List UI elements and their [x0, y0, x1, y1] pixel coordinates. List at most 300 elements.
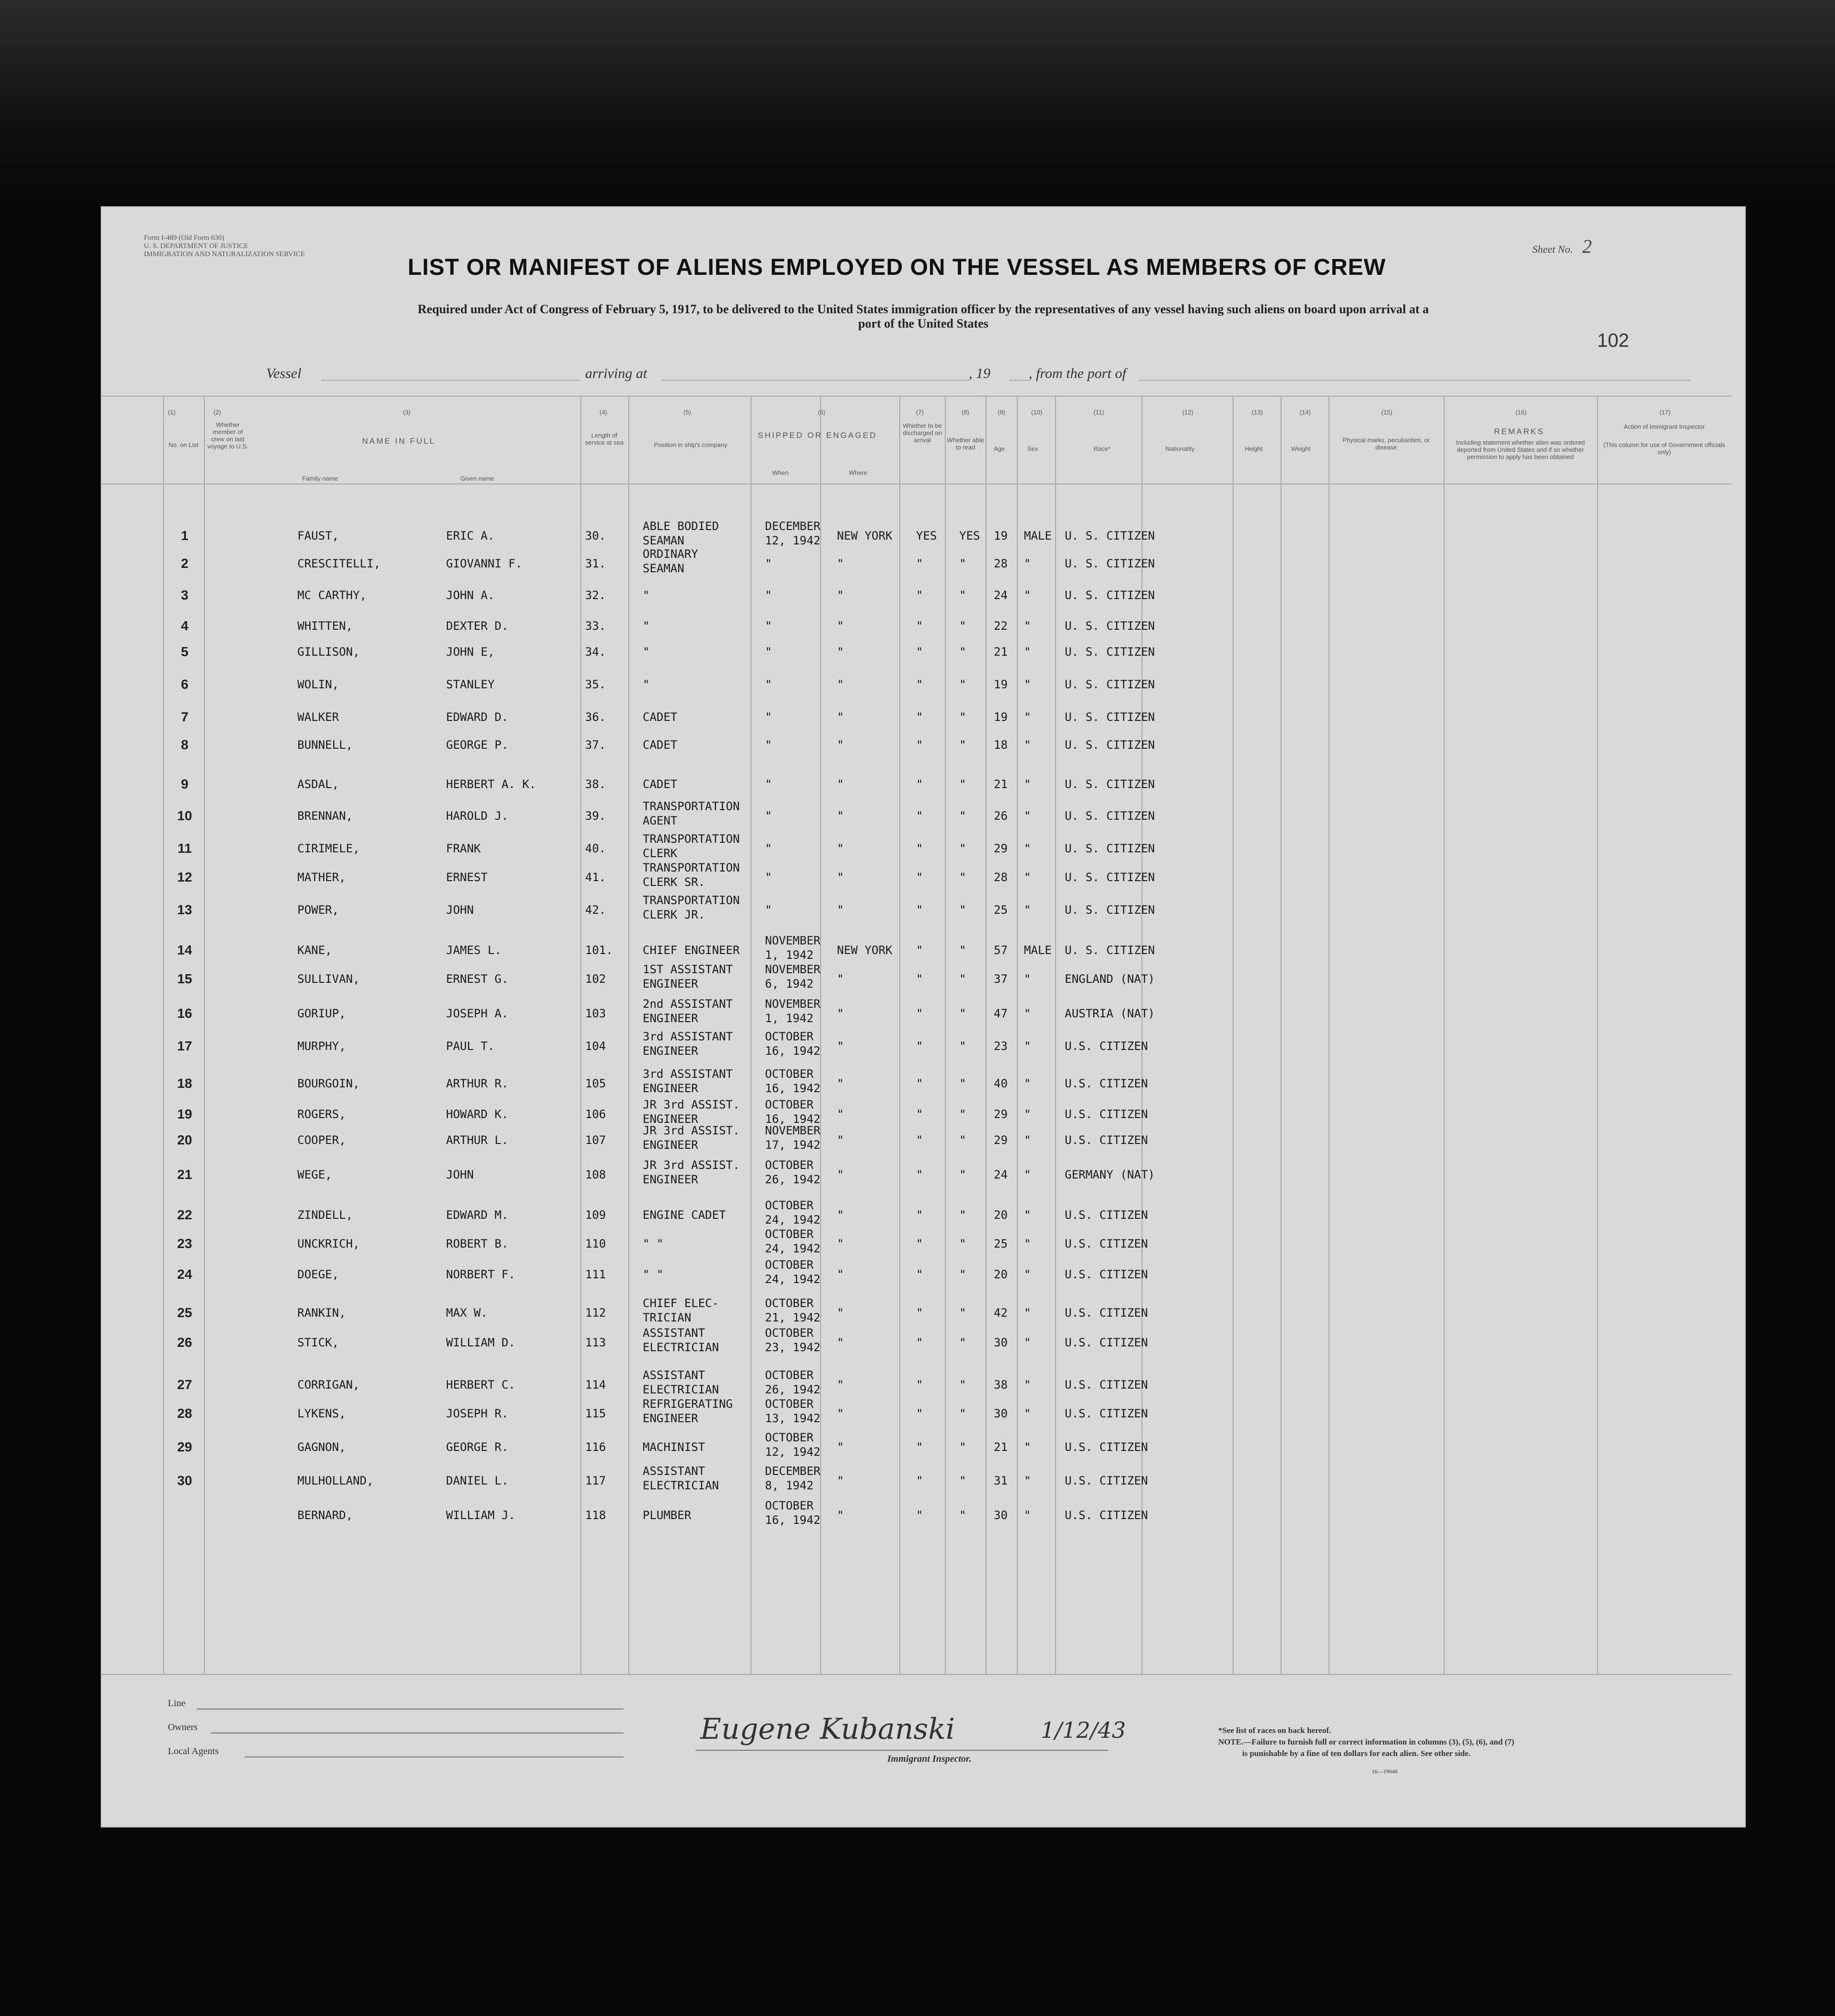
cell-sex: ": [1024, 645, 1031, 659]
cell-sex: ": [1024, 1336, 1031, 1349]
row-number: 27: [177, 1377, 192, 1392]
cell-age: 28: [994, 871, 1008, 884]
cell-line: OCTOBER: [765, 1158, 814, 1172]
row-number: 3: [181, 588, 188, 602]
row-number: 1: [181, 528, 188, 543]
cell-discharged: ": [916, 738, 923, 752]
cell-family: RANKIN,: [297, 1306, 346, 1320]
cell-position: " ": [643, 1237, 664, 1250]
cell-where: NEW YORK: [837, 529, 893, 542]
vessel-label: Vessel: [266, 365, 302, 381]
cell-line: ASSISTANT: [643, 1368, 706, 1382]
header-family-name: Family name: [302, 475, 338, 482]
cell-line: ENGINEER: [643, 1138, 698, 1152]
sheet-number-block: [1532, 235, 1592, 258]
cell-sex: MALE: [1024, 529, 1052, 542]
cell-nationality: U.S. CITIZEN: [1065, 1407, 1148, 1420]
cell-line: JR 3rd ASSIST.: [643, 1098, 740, 1111]
cell-service: 102: [585, 972, 606, 986]
cell-service: 115: [585, 1407, 606, 1420]
header-given-name: Given name: [460, 475, 494, 482]
cell-read: ": [959, 778, 966, 791]
cell-line: OCTOBER: [765, 1067, 814, 1081]
cell-read: ": [959, 1007, 966, 1020]
cell-nationality: U.S. CITIZEN: [1065, 1378, 1148, 1391]
row-number: 7: [181, 709, 188, 724]
row-number: 11: [177, 841, 192, 856]
cell-line: ASSISTANT: [643, 1326, 706, 1340]
cell-age: 22: [994, 619, 1008, 633]
row-number: 23: [177, 1236, 192, 1251]
cell-sex: ": [1024, 1440, 1031, 1454]
column-rule: [986, 396, 987, 1674]
cell-nationality: U.S. CITIZEN: [1065, 1133, 1148, 1147]
cell-line: OCTOBER: [765, 1297, 814, 1310]
cell-read: ": [959, 972, 966, 986]
header-action-note: (This column for use of Government officials only): [1603, 441, 1726, 456]
cell-read: ": [959, 1208, 966, 1222]
column-rule: [899, 396, 900, 1674]
cell-discharged: ": [916, 1509, 923, 1522]
cell-discharged: ": [916, 1407, 923, 1420]
cell-read: ": [959, 1378, 966, 1391]
cell-nationality: U. S. CITIZEN: [1065, 871, 1155, 884]
column-number: (4): [600, 409, 607, 416]
cell-given: DEXTER D.: [446, 619, 509, 633]
cell-line: OCTOBER: [765, 1030, 814, 1043]
cell-position: PLUMBER: [643, 1509, 692, 1522]
cell-where: ": [837, 1108, 844, 1121]
cell-given: JOHN: [446, 903, 474, 917]
cell-where: ": [837, 557, 844, 570]
cell-given: GEORGE R.: [446, 1440, 509, 1454]
cell-position: [643, 1097, 740, 1126]
cell-where: ": [837, 1039, 844, 1053]
column-number: (2): [213, 409, 221, 416]
header-position: Position in ship's company: [654, 441, 728, 448]
cell-age: 26: [994, 809, 1008, 823]
cell-given: DANIEL L.: [446, 1474, 509, 1487]
cell-sex: ": [1024, 738, 1031, 752]
cell-read: ": [959, 943, 966, 957]
cell-service: 33.: [585, 619, 606, 633]
column-number: (11): [1094, 409, 1105, 416]
cell-discharged: ": [916, 1306, 923, 1320]
cell-position: ENGINE CADET: [643, 1208, 726, 1222]
column-rule: [1597, 396, 1598, 1674]
cell-family: CORRIGAN,: [297, 1378, 360, 1391]
header-weight: Weight: [1291, 445, 1311, 452]
cell-service: 114: [585, 1378, 606, 1391]
cell-discharged: ": [916, 557, 923, 570]
cell-service: 41.: [585, 871, 606, 884]
inspector-label: Immigrant Inspector.: [887, 1754, 972, 1764]
cell-sex: ": [1024, 557, 1031, 570]
from-port-label: , from the port of: [1029, 365, 1127, 381]
cell-when: [765, 997, 821, 1026]
cell-sex: ": [1024, 678, 1031, 691]
cell-line: OCTOBER: [765, 1258, 814, 1272]
cell-service: 104: [585, 1039, 606, 1053]
cell-when: [765, 1097, 821, 1126]
cell-line: ENGINEER: [643, 1044, 698, 1058]
cell-discharged: ": [916, 871, 923, 884]
cell-service: 36.: [585, 710, 606, 724]
cell-line: TRANSPORTATION: [643, 800, 740, 813]
column-rule: [1233, 396, 1234, 1674]
cell-line: OCTOBER: [765, 1431, 814, 1444]
cell-service: 108: [585, 1168, 606, 1181]
cell-service: 38.: [585, 778, 606, 791]
cell-nationality: U. S. CITIZEN: [1065, 842, 1155, 855]
cell-read: ": [959, 1077, 966, 1090]
cell-line: TRICIAN: [643, 1311, 692, 1324]
cell-read: ": [959, 1268, 966, 1281]
cell-when: ": [765, 710, 772, 724]
cell-when: [765, 933, 821, 962]
cell-when: ": [765, 778, 772, 791]
header-remarks-note: Including statement whether alien was ordered deported from United States and if so whether permission to apply has been obtained: [1456, 439, 1585, 460]
cell-age: 24: [994, 1168, 1008, 1181]
cell-given: ERNEST G.: [446, 972, 509, 986]
header-nationality: Nationality: [1165, 445, 1195, 452]
cell-age: 30: [994, 1407, 1008, 1420]
cell-given: HERBERT C.: [446, 1378, 516, 1391]
cell-age: 29: [994, 1108, 1008, 1121]
cell-where: ": [837, 1208, 844, 1222]
header-shipped-or-engaged: SHIPPED OR ENGAGED: [758, 431, 877, 440]
cell-line: REFRIGERATING: [643, 1397, 733, 1411]
row-number: 6: [181, 677, 188, 692]
cell-service: 35.: [585, 678, 606, 691]
signature-line: [695, 1750, 1108, 1751]
row-number: 5: [181, 644, 188, 659]
cell-where: ": [837, 972, 844, 986]
cell-sex: ": [1024, 1474, 1031, 1487]
column-number: (15): [1381, 409, 1393, 416]
cell-when: [765, 1296, 821, 1325]
cell-family: CRESCITELLI,: [297, 557, 381, 570]
cell-family: LYKENS,: [297, 1407, 346, 1420]
cell-line: ENGINEER: [643, 1082, 698, 1095]
cell-family: ASDAL,: [297, 778, 339, 791]
cell-family: BUNNELL,: [297, 738, 353, 752]
column-number: (3): [403, 409, 411, 416]
cell-sex: ": [1024, 809, 1031, 823]
cell-when: [765, 1067, 821, 1096]
arrival-port-field: [662, 380, 969, 381]
cell-when: ": [765, 738, 772, 752]
cell-age: 19: [994, 710, 1008, 724]
cell-where: ": [837, 1237, 844, 1250]
row-number: 9: [181, 777, 188, 791]
cell-line: CHIEF ELEC-: [643, 1297, 719, 1310]
cell-age: 30: [994, 1509, 1008, 1522]
cell-service: 30.: [585, 529, 606, 542]
cell-read: ": [959, 645, 966, 659]
cell-line: OCTOBER: [765, 1397, 814, 1411]
cell-sex: ": [1024, 1237, 1031, 1250]
cell-line: 3rd ASSISTANT: [643, 1067, 733, 1081]
cell-discharged: ": [916, 1168, 923, 1181]
cell-position: [643, 1123, 740, 1152]
cell-line: 1, 1942: [765, 1012, 814, 1025]
cell-discharged: ": [916, 1133, 923, 1147]
cell-age: 20: [994, 1268, 1008, 1281]
cell-nationality: U.S. CITIZEN: [1065, 1208, 1148, 1222]
cell-where: ": [837, 678, 844, 691]
cell-family: BRENNAN,: [297, 809, 353, 823]
cell-nationality: U. S. CITIZEN: [1065, 557, 1155, 570]
cell-position: [643, 1029, 733, 1058]
cell-read: ": [959, 1039, 966, 1053]
cell-read: ": [959, 1474, 966, 1487]
cell-nationality: AUSTRIA (NAT): [1065, 1007, 1155, 1020]
row-number: 22: [177, 1207, 192, 1222]
cell-service: 118: [585, 1509, 606, 1522]
cell-position: [643, 1464, 719, 1493]
cell-given: HOWARD K.: [446, 1108, 509, 1121]
cell-sex: ": [1024, 1407, 1031, 1420]
cell-line: ELECTRICIAN: [643, 1383, 719, 1396]
cell-family: SULLIVAN,: [297, 972, 360, 986]
cell-when: [765, 1227, 821, 1256]
header-height: Height: [1245, 445, 1263, 452]
cell-age: 25: [994, 903, 1008, 917]
cell-nationality: U.S. CITIZEN: [1065, 1108, 1148, 1121]
cell-where: ": [837, 1133, 844, 1147]
cell-read: ": [959, 557, 966, 570]
cell-nationality: U.S. CITIZEN: [1065, 1077, 1148, 1090]
cell-nationality: U. S. CITIZEN: [1065, 619, 1155, 633]
cell-position: ": [643, 645, 650, 659]
cell-service: 34.: [585, 645, 606, 659]
cell-position: [643, 832, 740, 861]
cell-read: ": [959, 842, 966, 855]
cell-family: POWER,: [297, 903, 339, 917]
cell-line: SEAMAN: [643, 562, 684, 575]
cell-service: 32.: [585, 589, 606, 602]
cell-when: [765, 1430, 821, 1459]
cell-given: EDWARD D.: [446, 710, 509, 724]
cell-position: [643, 519, 719, 548]
cell-read: ": [959, 1336, 966, 1349]
cell-where: ": [837, 1336, 844, 1349]
cell-position: ": [643, 589, 650, 602]
cell-age: 23: [994, 1039, 1008, 1053]
column-rule: [1444, 396, 1445, 1674]
cell-line: 13, 1942: [765, 1412, 821, 1425]
cell-line: SEAMAN: [643, 534, 684, 547]
cell-position: [643, 1397, 733, 1426]
cell-where: ": [837, 778, 844, 791]
cell-read: ": [959, 589, 966, 602]
cell-sex: ": [1024, 871, 1031, 884]
stamp-number: 102: [1597, 330, 1629, 351]
cell-line: 24, 1942: [765, 1242, 821, 1255]
cell-family: GILLISON,: [297, 645, 360, 659]
cell-given: GEORGE P.: [446, 738, 509, 752]
cell-given: ERNEST: [446, 871, 488, 884]
cell-given: EDWARD M.: [446, 1208, 509, 1222]
header-able-to-read: Whether able to read: [947, 436, 984, 451]
cell-age: 28: [994, 557, 1008, 570]
cell-given: GIOVANNI F.: [446, 557, 522, 570]
subtitle-line: Required under Act of Congress of February 5, 1917, to be delivered to the United States immigration officer by the representatives of any vessel having such aliens on board upon arrival at a: [417, 302, 1429, 316]
cell-nationality: U.S. CITIZEN: [1065, 1474, 1148, 1487]
cell-discharged: ": [916, 710, 923, 724]
cell-service: 31.: [585, 557, 606, 570]
cell-line: AGENT: [643, 814, 678, 827]
cell-given: ARTHUR L.: [446, 1133, 509, 1147]
cell-service: 42.: [585, 903, 606, 917]
cell-sex: ": [1024, 1133, 1031, 1147]
cell-age: 31: [994, 1474, 1008, 1487]
sheet-number: 2: [1582, 236, 1592, 257]
column-number: (6): [818, 409, 825, 416]
cell-line: OCTOBER: [765, 1368, 814, 1382]
column-number: (7): [916, 409, 924, 416]
cell-family: GAGNON,: [297, 1440, 346, 1454]
cell-line: NOVEMBER: [765, 934, 821, 947]
cell-line: 16, 1942: [765, 1112, 821, 1126]
cell-family: WHITTEN,: [297, 619, 353, 633]
vessel-name-field: [321, 380, 580, 381]
cell-given: STANLEY: [446, 678, 495, 691]
cell-nationality: ENGLAND (NAT): [1065, 972, 1155, 986]
cell-discharged: ": [916, 809, 923, 823]
cell-discharged: ": [916, 1077, 923, 1090]
row-number: 15: [177, 971, 192, 986]
cell-read: ": [959, 1108, 966, 1121]
cell-discharged: ": [916, 1039, 923, 1053]
cell-read: ": [959, 710, 966, 724]
row-number: 20: [177, 1132, 192, 1147]
cell-when: [765, 1464, 821, 1493]
cell-sex: ": [1024, 1306, 1031, 1320]
row-number: 29: [177, 1439, 192, 1454]
cell-line: 12, 1942: [765, 1445, 821, 1459]
cell-where: ": [837, 1077, 844, 1090]
cell-line: ELECTRICIAN: [643, 1341, 719, 1354]
header-where: Where: [849, 469, 868, 476]
cell-given: WILLIAM D.: [446, 1336, 516, 1349]
cell-age: 42: [994, 1306, 1008, 1320]
cell-age: 37: [994, 972, 1008, 986]
row-number: 10: [177, 808, 192, 823]
inspector-signature: Eugene Kubanski: [700, 1712, 955, 1746]
cell-family: STICK,: [297, 1336, 339, 1349]
cell-age: 47: [994, 1007, 1008, 1020]
cell-position: ": [643, 619, 650, 633]
cell-sex: ": [1024, 710, 1031, 724]
cell-position: [643, 1368, 719, 1397]
column-number: (9): [998, 409, 1005, 416]
cell-line: OCTOBER: [765, 1227, 814, 1241]
cell-family: ZINDELL,: [297, 1208, 353, 1222]
cell-sex: ": [1024, 1378, 1031, 1391]
cell-age: 29: [994, 1133, 1008, 1147]
cell-nationality: U. S. CITIZEN: [1065, 645, 1155, 659]
cell-nationality: U.S. CITIZEN: [1065, 1268, 1148, 1281]
cell-family: GORIUP,: [297, 1007, 346, 1020]
cell-line: ENGINEER: [643, 1173, 698, 1186]
cell-family: WOLIN,: [297, 678, 339, 691]
cell-nationality: U. S. CITIZEN: [1065, 738, 1155, 752]
cell-position: [643, 1067, 733, 1096]
form-number-line: Form I-489 (Old Form 630): [144, 234, 224, 242]
cell-age: 25: [994, 1237, 1008, 1250]
cell-line: 1, 1942: [765, 948, 814, 962]
cell-age: 18: [994, 738, 1008, 752]
cell-line: 16, 1942: [765, 1044, 821, 1058]
cell-given: JOSEPH A.: [446, 1007, 509, 1020]
column-rule: [1281, 396, 1282, 1674]
cell-when: ": [765, 842, 772, 855]
cell-read: ": [959, 1407, 966, 1420]
cell-family: MURPHY,: [297, 1039, 346, 1053]
cell-sex: ": [1024, 1108, 1031, 1121]
cell-where: ": [837, 1007, 844, 1020]
table-bottom-rule: [101, 1674, 1731, 1675]
cell-age: 20: [994, 1208, 1008, 1222]
cell-where: ": [837, 1407, 844, 1420]
row-number: 12: [177, 870, 192, 884]
cell-discharged: ": [916, 778, 923, 791]
cell-service: 109: [585, 1208, 606, 1222]
cell-age: 40: [994, 1077, 1008, 1090]
header-physical-marks: Physical marks, peculiarities, or disease: [1342, 436, 1430, 451]
row-number: 28: [177, 1406, 192, 1421]
races-note: *See list of races on back hereof.: [1218, 1726, 1331, 1735]
cell-line: NOVEMBER: [765, 963, 821, 976]
cell-sex: ": [1024, 589, 1031, 602]
departure-port-field: [1139, 380, 1691, 381]
header-race: Race*: [1094, 445, 1111, 452]
cell-when: [765, 1368, 821, 1397]
row-number: 30: [177, 1473, 192, 1488]
column-number: (14): [1300, 409, 1311, 416]
cell-line: TRANSPORTATION: [643, 861, 740, 874]
cell-nationality: U.S. CITIZEN: [1065, 1237, 1148, 1250]
cell-family: CIRIMELE,: [297, 842, 360, 855]
header-bottom-rule: [101, 483, 1731, 484]
cell-line: 26, 1942: [765, 1173, 821, 1186]
cell-family: BERNARD,: [297, 1509, 353, 1522]
cell-when: ": [765, 619, 772, 633]
cell-discharged: ": [916, 943, 923, 957]
cell-where: ": [837, 710, 844, 724]
cell-family: WALKER: [297, 710, 339, 724]
column-rule: [1055, 396, 1056, 1674]
cell-where: ": [837, 1378, 844, 1391]
column-rule: [1017, 396, 1018, 1674]
header-length-of-service: Length of service at sea: [585, 432, 624, 446]
form-number-line: U. S. DEPARTMENT OF JUSTICE: [144, 242, 248, 250]
column-rule: [628, 396, 629, 1674]
cell-discharged: ": [916, 1208, 923, 1222]
row-number: 14: [177, 943, 192, 957]
column-rule: [580, 396, 581, 1674]
column-number: (10): [1031, 409, 1043, 416]
cell-nationality: U. S. CITIZEN: [1065, 678, 1155, 691]
cell-line: NOVEMBER: [765, 1124, 821, 1137]
cell-where: ": [837, 842, 844, 855]
owners-label: Owners: [168, 1722, 198, 1733]
cell-service: 106: [585, 1108, 606, 1121]
cell-discharged: ": [916, 1440, 923, 1454]
note-line-2: is punishable by a fine of ten dollars for each alien. See other side.: [1242, 1749, 1470, 1758]
